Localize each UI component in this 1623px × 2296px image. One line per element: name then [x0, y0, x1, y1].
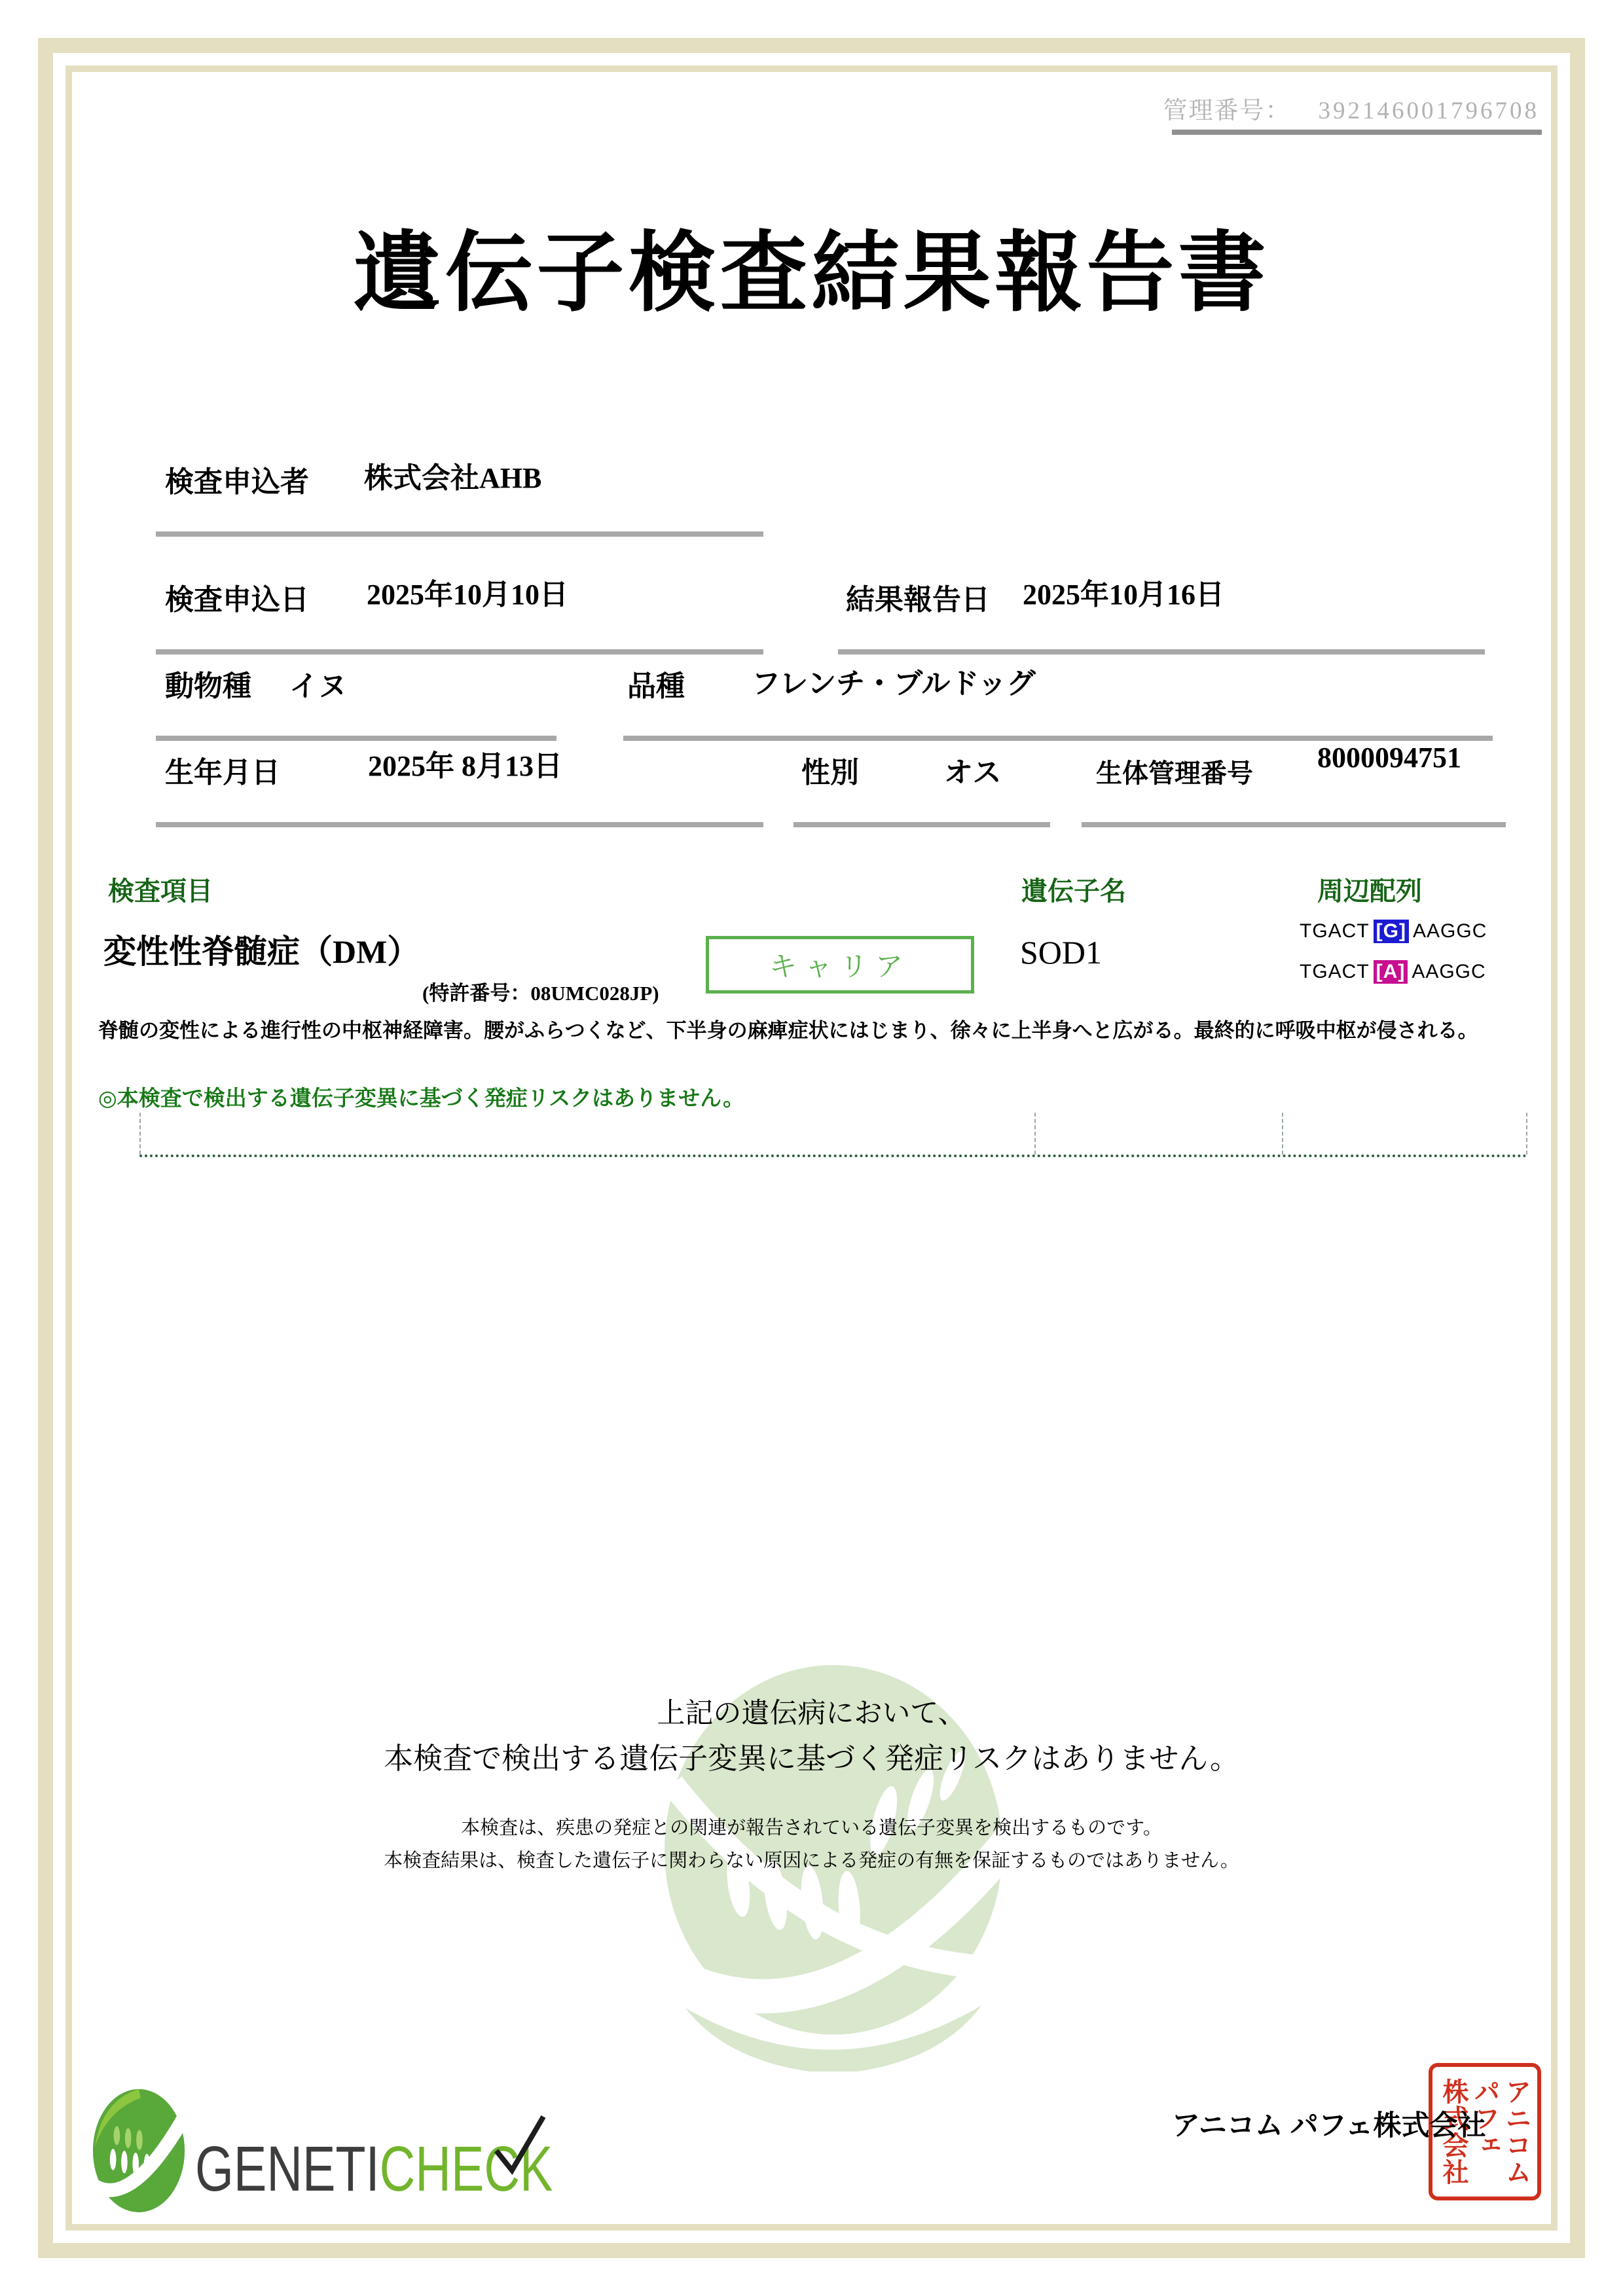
summary-note-1: 本検査は、疾患の発症との関連が報告されている遺伝子変異を検出するものです。	[461, 1818, 1162, 1839]
breed-value: フレンチ・ブルドッグ	[752, 668, 1036, 700]
report-title: 遺伝子検査結果報告書	[353, 225, 1270, 322]
applicant-underline	[156, 531, 763, 537]
geneticheck-logo-mark	[92, 2085, 186, 2216]
animal-id-underline	[1082, 822, 1506, 827]
apply-date-value: 2025年10月10日	[367, 579, 568, 611]
sex-label: 性別	[801, 757, 859, 789]
applicant-value: 株式会社AHB	[364, 462, 542, 494]
seal-column-3: 株式会社	[1439, 2078, 1468, 2185]
seq2-prefix: TGACT	[1300, 961, 1370, 982]
breed-underline	[623, 736, 1493, 741]
sequence-allele-2	[1300, 961, 1486, 983]
wordmark-check: CHECK	[379, 2133, 553, 2204]
seal-column-1: アニコム	[1502, 2078, 1531, 2185]
seq1-prefix: TGACT	[1300, 920, 1370, 942]
seal-column-2: パフェ	[1470, 2078, 1500, 2159]
summary-note-2: 本検査結果は、検査した遺伝子に関わらない原因による発症の有無を保証するものではありません。	[384, 1850, 1239, 1871]
column-header-test-item: 検査項目	[108, 876, 213, 906]
gene-name: SOD1	[1020, 934, 1103, 971]
animal-id-value: 8000094751	[1317, 742, 1461, 774]
report-date-value: 2025年10月16日	[1023, 579, 1224, 611]
control-number-value: 392146001796708	[1318, 98, 1539, 124]
sequence-allele-1	[1300, 920, 1487, 942]
birth-value: 2025年 8月13日	[368, 750, 562, 782]
summary-line-1: 上記の遺伝病において、	[657, 1698, 966, 1729]
control-number	[1163, 90, 1540, 126]
summary-line-2: 本検査で検出する遺伝子変異に基づく発症リスクはありません。	[384, 1742, 1239, 1775]
disease-description: 脊髄の変性による進行性の中枢神経障害。腰がふらつくなど、下半身の麻痺症状にはじまり、徐々に上半身へと広がる。最終的に呼吸中枢が侵される。	[98, 1019, 1478, 1042]
species-label: 動物種	[165, 670, 251, 702]
sex-underline	[793, 822, 1050, 827]
patent-number: (特許番号：08UMC028JP)	[422, 982, 659, 1005]
report-date-label: 結果報告日	[846, 584, 990, 616]
risk-note: ◎本検査で検出する遺伝子変異に基づく発症リスクはありません。	[98, 1087, 745, 1111]
table-divider	[1282, 1113, 1283, 1155]
breed-label: 品種	[627, 670, 685, 702]
report-date-underline	[838, 649, 1485, 655]
birth-label: 生年月日	[165, 757, 280, 789]
table-divider	[1034, 1113, 1036, 1155]
table-divider	[139, 1113, 141, 1155]
result-table-dotted-border	[139, 1113, 1527, 1157]
control-number-underline	[1172, 130, 1542, 135]
seq1-suffix: AAGGC	[1413, 920, 1487, 942]
column-header-gene-name: 遺伝子名	[1021, 876, 1126, 906]
animal-id-label: 生体管理番号	[1096, 759, 1253, 788]
table-divider	[1526, 1113, 1527, 1155]
checkmark-icon	[492, 2113, 547, 2176]
birth-underline	[156, 822, 763, 827]
seq1-allele-chip: [G]	[1374, 920, 1409, 943]
wordmark-geneti: GENETI	[195, 2133, 380, 2204]
seq2-allele-chip: [A]	[1374, 960, 1408, 984]
seq2-suffix: AAGGC	[1412, 961, 1486, 982]
sex-value: オス	[944, 757, 1002, 789]
applicant-label: 検査申込者	[165, 466, 309, 498]
apply-date-label: 検査申込日	[165, 584, 309, 616]
species-underline	[156, 736, 556, 741]
result-badge-label: キャリア	[769, 951, 911, 982]
issuer-company-name: アニコム パフェ株式会社	[1172, 2111, 1486, 2142]
disease-name: 変性性脊髄症（DM）	[103, 933, 420, 970]
column-header-sequence: 周辺配列	[1317, 876, 1422, 906]
result-badge-carrier	[706, 936, 974, 994]
control-number-label: 管理番号：	[1163, 98, 1291, 124]
apply-date-underline	[156, 649, 763, 655]
species-value: イヌ	[289, 670, 347, 702]
